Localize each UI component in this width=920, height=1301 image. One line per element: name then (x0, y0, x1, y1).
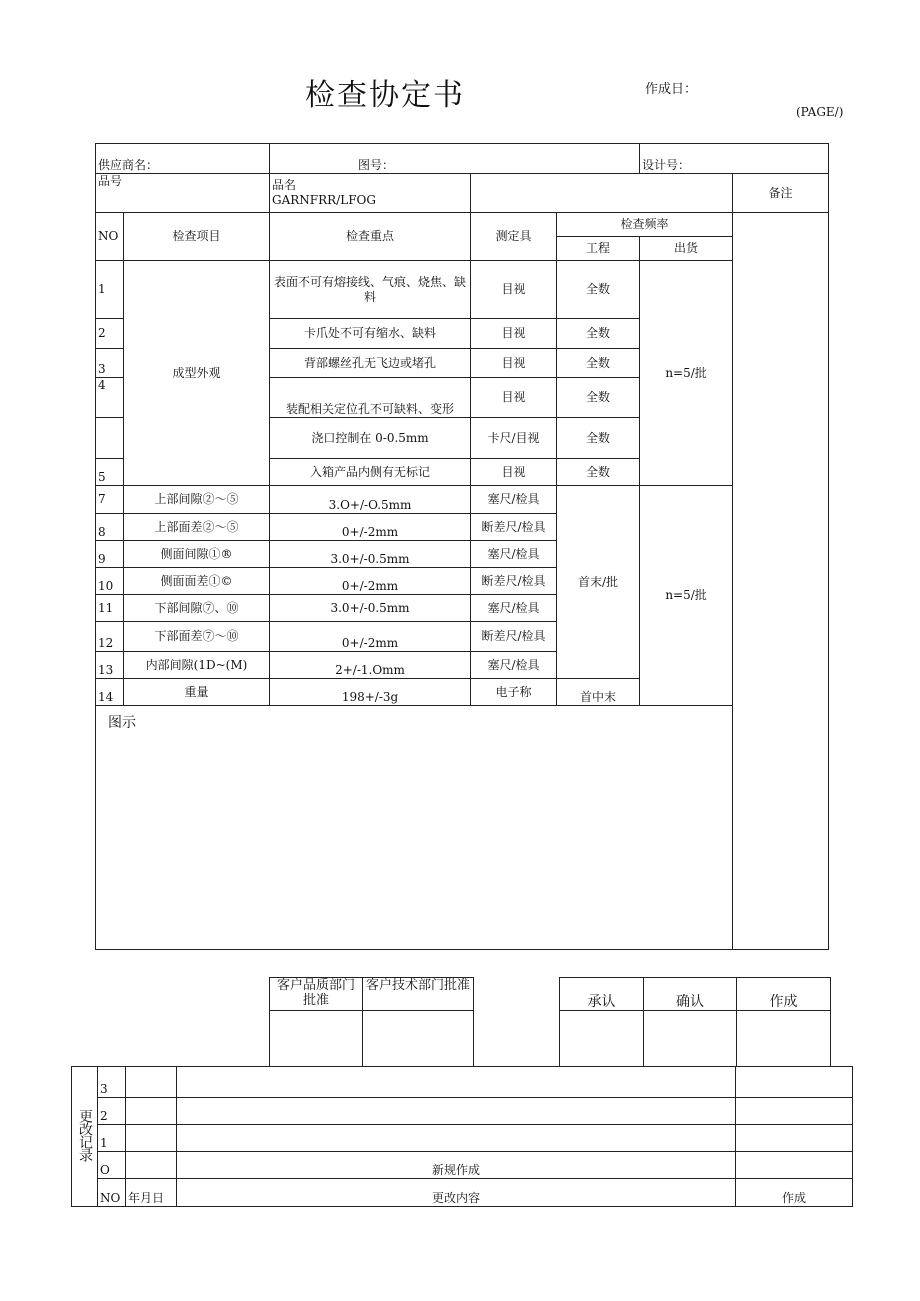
col-focus: 检查重点 (270, 213, 471, 261)
col-tool: 测定具 (471, 213, 557, 261)
revision-header-content: 更改内容 (177, 1179, 736, 1207)
row-no: 13 (96, 652, 124, 679)
row-focus: 3.0+/-0.5mm (270, 541, 471, 568)
row-focus: 0+/-2mm (270, 568, 471, 595)
remarks-label: 备注 (733, 174, 829, 213)
row-tool: 塞尺/检具 (471, 652, 557, 679)
row-focus: 3.0+/-0.5mm (270, 595, 471, 622)
revision-side-label: 更改记录 (72, 1067, 98, 1207)
row-focus: 背部螺丝孔无飞边或堵孔 (270, 349, 471, 378)
customer-tech-label: 客户技术部门批准 (363, 978, 474, 1011)
appearance-ship-freq: n=5/批 (640, 261, 733, 486)
row-no: 1 (96, 261, 124, 319)
row-process: 全数 (557, 378, 640, 418)
revision-date (126, 1125, 177, 1152)
inspection-table (95, 143, 829, 950)
row-tool: 目视 (471, 459, 557, 486)
drawing-number-label: 图号： (270, 144, 640, 174)
row-no: 7 (96, 486, 124, 514)
revision-row (72, 1067, 853, 1098)
row-tool: 目视 (471, 261, 557, 319)
table-row (96, 486, 829, 514)
row-item: 上部面差②～⑤ (124, 514, 270, 541)
row-tool: 目视 (471, 349, 557, 378)
revision-table (71, 1066, 853, 1207)
revision-date (126, 1067, 177, 1098)
row-focus: 表面不可有熔接线、气痕、烧焦、缺料 (270, 261, 471, 319)
dimension-process-freq: 首末/批 (557, 486, 640, 679)
row-item: 下部面差⑦～⑩ (124, 622, 270, 652)
revision-header-date: 年月日 (126, 1179, 177, 1207)
row-focus: 装配相关定位孔不可缺料、变形 (270, 378, 471, 418)
make-label: 作成 (737, 978, 831, 1011)
row-no: 12 (96, 622, 124, 652)
row-no: 2 (96, 319, 124, 349)
part-name-label: 品名 (272, 178, 297, 192)
row-process: 首中末 (557, 679, 640, 706)
row-process: 全数 (557, 349, 640, 378)
col-frequency: 检查频率 (557, 213, 733, 237)
row-item: 下部间隙⑦、⑩ (124, 595, 270, 622)
row-no: 5 (96, 459, 124, 486)
revision-by (736, 1125, 853, 1152)
row-no: 3 (96, 349, 124, 378)
row-tool: 断差尺/检具 (471, 514, 557, 541)
revision-by (736, 1098, 853, 1125)
created-date-label: 作成日： (645, 82, 698, 97)
part-number-label: 品号 (96, 174, 270, 213)
revision-header-no: NO (98, 1179, 126, 1207)
row-no: 8 (96, 514, 124, 541)
row-no: 4 (96, 378, 124, 418)
row-process: 全数 (557, 261, 640, 319)
approve-label: 承认 (560, 978, 644, 1011)
revision-no: 3 (98, 1067, 126, 1098)
revision-header-by: 作成 (736, 1179, 853, 1207)
revision-row (72, 1152, 853, 1179)
row-focus: 2+/-1.Omm (270, 652, 471, 679)
row-item: 上部间隙②～⑤ (124, 486, 270, 514)
revision-by (736, 1067, 853, 1098)
page-title: 检查协定书 (305, 78, 465, 113)
revision-content (177, 1067, 736, 1098)
customer-quality-signature (270, 1011, 363, 1067)
diagram-label: 图示 (108, 715, 136, 731)
row-focus: 卡爪处不可有缩水、缺料 (270, 319, 471, 349)
revision-content (177, 1098, 736, 1125)
revision-content (177, 1125, 736, 1152)
row-focus: 3.O+/-O.5mm (270, 486, 471, 514)
row-tool: 断差尺/检具 (471, 622, 557, 652)
customer-tech-signature (363, 1011, 474, 1067)
page-number-label: (PAGE/) (796, 105, 844, 119)
row-tool: 目视 (471, 319, 557, 349)
internal-approval-table (559, 977, 831, 1067)
row-item: 侧面面差①© (124, 568, 270, 595)
make-signature (737, 1011, 831, 1067)
row-tool: 卡尺/目视 (471, 418, 557, 459)
diagram-area (96, 706, 829, 950)
confirm-signature (644, 1011, 737, 1067)
appearance-group: 成型外观 (124, 261, 270, 486)
row-process: 全数 (557, 418, 640, 459)
revision-date (126, 1098, 177, 1125)
revision-no: 2 (98, 1098, 126, 1125)
row-no: 11 (96, 595, 124, 622)
col-item: 检查项目 (124, 213, 270, 261)
dimension-ship-freq: n=5/批 (640, 486, 733, 706)
row-tool: 断差尺/检具 (471, 568, 557, 595)
design-number-label: 设计号： (640, 144, 829, 174)
revision-by (736, 1152, 853, 1179)
row-no: 14 (96, 679, 124, 706)
row-process: 全数 (557, 319, 640, 349)
row-process: 全数 (557, 459, 640, 486)
row-focus: 浇口控制在 0-0.5mm (270, 418, 471, 459)
table-row (96, 261, 829, 319)
revision-row (72, 1125, 853, 1152)
revision-no: 1 (98, 1125, 126, 1152)
row-focus: 入箱产品内侧有无标记 (270, 459, 471, 486)
revision-date (126, 1152, 177, 1179)
row-no: 10 (96, 568, 124, 595)
supplier-label: 供应商名： (96, 144, 270, 174)
row-tool: 塞尺/检具 (471, 595, 557, 622)
row-focus: 0+/-2mm (270, 622, 471, 652)
blank-header-cell (471, 174, 733, 213)
customer-quality-label: 客户品质部门批准 (270, 978, 363, 1011)
row-focus: 0+/-2mm (270, 514, 471, 541)
row-focus: 198+/-3g (270, 679, 471, 706)
revision-no: O (98, 1152, 126, 1179)
part-name-cell (270, 174, 471, 213)
row-item: 侧面间隙①® (124, 541, 270, 568)
row-no: 9 (96, 541, 124, 568)
row-tool: 目视 (471, 378, 557, 418)
row-item: 内部间隙(1D~(M) (124, 652, 270, 679)
col-no: NO (96, 213, 124, 261)
confirm-label: 确认 (644, 978, 737, 1011)
col-shipment: 出货 (640, 237, 733, 261)
col-process: 工程 (557, 237, 640, 261)
part-name-value: GARNFRR/LFOG (272, 193, 376, 207)
revision-row (72, 1098, 853, 1125)
revision-content: 新规作成 (177, 1152, 736, 1179)
row-no (96, 418, 124, 459)
customer-approval-table (269, 977, 474, 1067)
approve-signature (560, 1011, 644, 1067)
row-tool: 塞尺/检具 (471, 486, 557, 514)
row-item: 重量 (124, 679, 270, 706)
row-tool: 电子称 (471, 679, 557, 706)
revision-header-row (72, 1179, 853, 1207)
row-tool: 塞尺/检具 (471, 541, 557, 568)
